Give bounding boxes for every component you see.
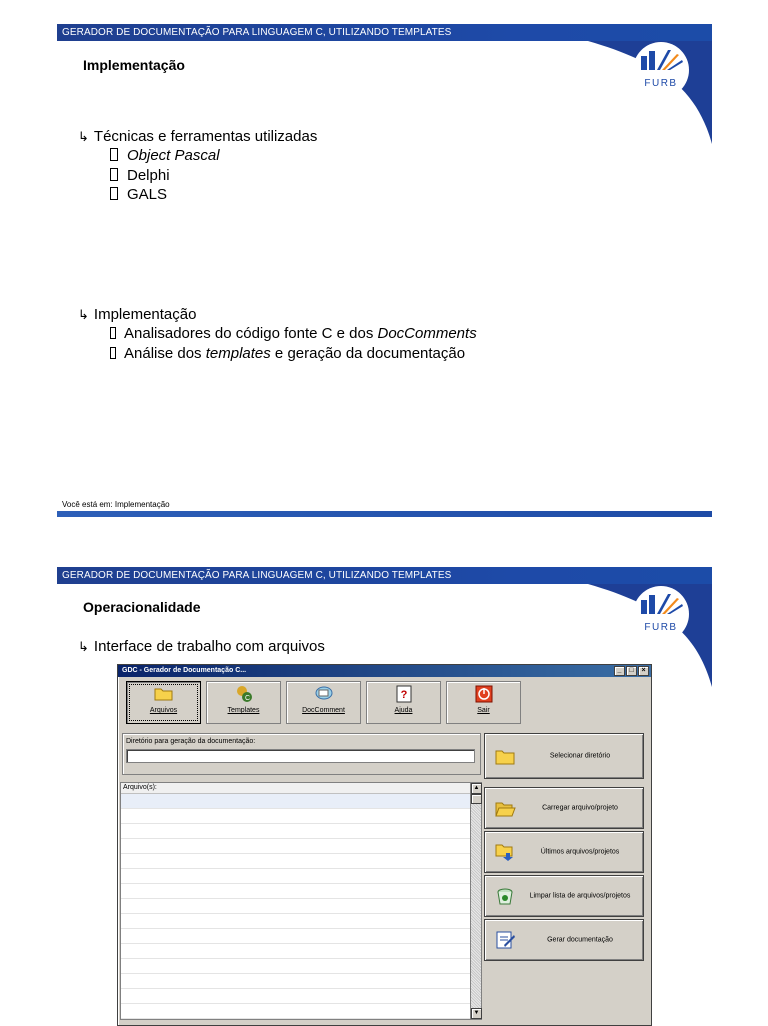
list-item[interactable] bbox=[121, 989, 481, 1004]
limpar-lista-button[interactable]: Limpar lista de arquivos/projetos bbox=[484, 875, 644, 917]
list-item[interactable] bbox=[121, 869, 481, 884]
scroll-up-icon[interactable]: ▲ bbox=[471, 783, 482, 794]
list-item[interactable] bbox=[121, 794, 481, 809]
furb-logo bbox=[622, 586, 700, 642]
header-title: GERADOR DE DOCUMENTAÇÃO PARA LINGUAGEM C, UTILIZANDO TEMPLATES bbox=[62, 27, 452, 38]
bullet-arrow-icon: ↳ bbox=[78, 639, 89, 654]
list-item[interactable] bbox=[121, 959, 481, 974]
logo-text: FURB bbox=[644, 622, 678, 633]
window-title: GDC - Gerador de Documentação C... bbox=[122, 667, 247, 674]
subitem-analisadores: Analisadores do código fonte C e dos DocComments bbox=[110, 325, 477, 342]
slide-title: Implementação bbox=[83, 57, 185, 73]
bullet-arrow-icon: ↳ bbox=[78, 129, 89, 144]
bullet-implementacao: ↳ Implementação bbox=[78, 306, 197, 323]
slide-operacionalidade bbox=[0, 540, 768, 1024]
subitem-gals: GALS bbox=[110, 186, 167, 203]
toolbar-ajuda-button[interactable]: ? Ajuda bbox=[366, 681, 441, 724]
list-item[interactable] bbox=[121, 839, 481, 854]
toolbar-templates-button[interactable]: C Templates bbox=[206, 681, 281, 724]
slide-title: Operacionalidade bbox=[83, 599, 201, 615]
list-item[interactable] bbox=[121, 974, 481, 989]
list-item[interactable] bbox=[121, 824, 481, 839]
exit-icon bbox=[475, 685, 493, 703]
directory-group bbox=[122, 733, 481, 775]
ultimos-arquivos-button[interactable]: Últimos arquivos/projetos bbox=[484, 831, 644, 873]
list-item[interactable] bbox=[121, 929, 481, 944]
subitem-object-pascal: Object Pascal bbox=[110, 147, 220, 164]
doccomment-icon bbox=[314, 685, 334, 701]
list-item[interactable] bbox=[121, 1004, 481, 1019]
directory-input[interactable] bbox=[126, 749, 475, 763]
list-item[interactable] bbox=[121, 944, 481, 959]
gerar-documentacao-button[interactable]: Gerar documentação bbox=[484, 919, 644, 961]
logo-text: FURB bbox=[644, 78, 678, 89]
square-bullet-icon bbox=[110, 187, 118, 200]
square-bullet-icon bbox=[110, 327, 116, 339]
bullet-arrow-icon: ↳ bbox=[78, 307, 89, 322]
header-title: GERADOR DE DOCUMENTAÇÃO PARA LINGUAGEM C, UTILIZANDO TEMPLATES bbox=[62, 570, 452, 581]
scroll-thumb[interactable] bbox=[471, 794, 482, 804]
directory-label: Diretório para geração da documentação: bbox=[126, 738, 256, 745]
folder-icon bbox=[154, 685, 174, 701]
files-list-header: Arquivo(s): bbox=[121, 783, 481, 794]
svg-text:C: C bbox=[244, 695, 250, 702]
scroll-down-icon[interactable]: ▼ bbox=[471, 1008, 482, 1019]
list-item[interactable] bbox=[121, 914, 481, 929]
minimize-icon[interactable]: _ bbox=[614, 666, 625, 676]
selecionar-diretorio-button[interactable]: Selecionar diretório bbox=[484, 733, 644, 779]
footer-bar bbox=[57, 511, 712, 517]
close-icon[interactable]: × bbox=[638, 666, 649, 676]
recent-files-icon bbox=[494, 842, 516, 862]
bullet-tecnicas: ↳ Técnicas e ferramentas utilizadas bbox=[78, 128, 318, 145]
carregar-arquivo-button[interactable]: Carregar arquivo/projeto bbox=[484, 787, 644, 829]
list-scrollbar[interactable] bbox=[470, 783, 481, 1019]
toolbar-arquivos-button[interactable]: Arquivos bbox=[126, 681, 201, 724]
templates-icon bbox=[234, 685, 254, 703]
files-list[interactable] bbox=[120, 782, 482, 1020]
svg-text:?: ? bbox=[400, 689, 407, 701]
header-bar bbox=[57, 567, 712, 584]
list-item[interactable] bbox=[121, 854, 481, 869]
folder-icon bbox=[494, 746, 516, 766]
toolbar-sair-button[interactable]: Sair bbox=[446, 681, 521, 724]
list-item[interactable] bbox=[121, 884, 481, 899]
toolbar bbox=[122, 681, 642, 725]
open-folder-icon bbox=[494, 798, 516, 818]
bullet-interface: ↳ Interface de trabalho com arquivos bbox=[78, 638, 325, 655]
square-bullet-icon bbox=[110, 148, 118, 161]
footer-location: Você está em: Implementação bbox=[62, 500, 170, 509]
gdc-window bbox=[117, 664, 652, 1026]
subitem-analise-templates: Análise dos templates e geração da documentação bbox=[110, 345, 465, 362]
recycle-icon bbox=[494, 886, 516, 906]
list-item[interactable] bbox=[121, 899, 481, 914]
subitem-delphi: Delphi bbox=[110, 167, 170, 184]
generate-doc-icon bbox=[494, 930, 516, 950]
furb-logo bbox=[622, 42, 700, 98]
square-bullet-icon bbox=[110, 347, 116, 359]
window-titlebar[interactable] bbox=[118, 665, 651, 677]
list-item[interactable] bbox=[121, 809, 481, 824]
square-bullet-icon bbox=[110, 168, 118, 181]
header-bar bbox=[57, 24, 712, 41]
help-icon bbox=[395, 685, 413, 703]
maximize-icon[interactable]: □ bbox=[626, 666, 637, 676]
toolbar-doccomment-button[interactable]: DocComment bbox=[286, 681, 361, 724]
